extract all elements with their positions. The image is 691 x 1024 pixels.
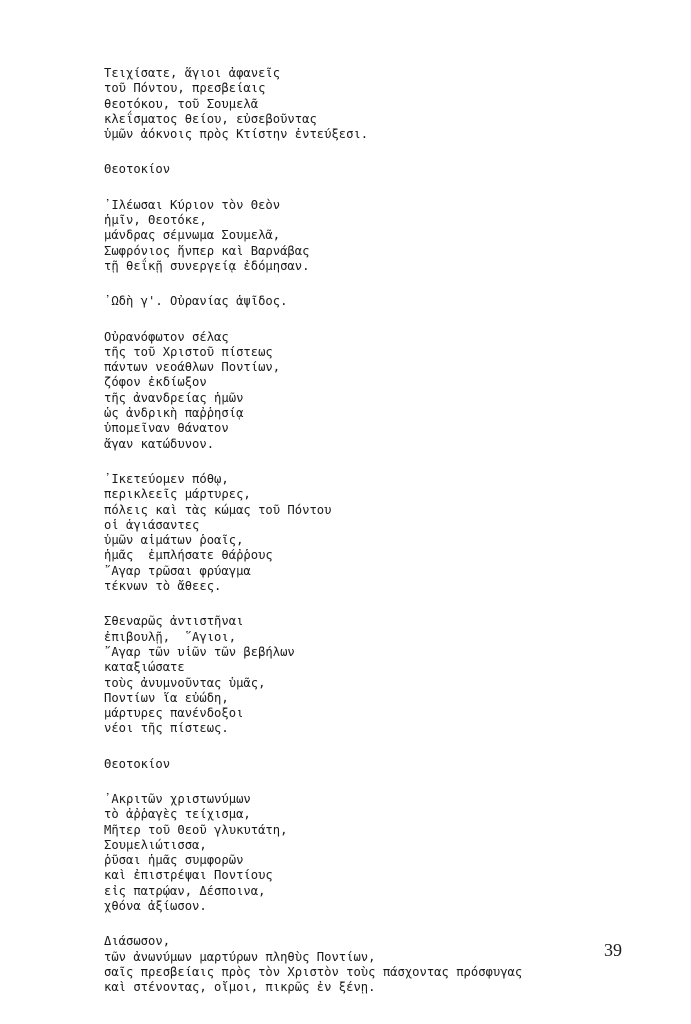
section-heading: [104, 294, 664, 309]
text-line: ῥῦσαι ἡμᾶς συμφορῶν: [104, 853, 244, 868]
text-line: κλεΐσματος θείου, εὐσεβοῦντας: [104, 111, 317, 126]
text-line: τῆς τοῦ Χριστοῦ πίστεως: [104, 344, 273, 359]
text-line: τοὺς ἀνυμνοῦντας ὑμᾶς,: [104, 675, 266, 690]
text-line: καὶ στένοντας, οἴμοι, πικρῶς ἐν ξένῃ.: [104, 980, 376, 995]
text-line: ῎Αγαρ τρῶσαι φρύαγμα: [104, 563, 251, 578]
text-line: ῎Αγαρ τῶν υἱῶν τῶν βεβήλων: [104, 644, 295, 659]
text-line: ὑπομεῖναν θάνατον: [104, 421, 229, 436]
text-line: νέοι τῆς πίστεως.: [104, 721, 229, 736]
text-line: μάρτυρες πανένδοξοι: [104, 706, 244, 721]
text-line: Σουμελιώτισσα,: [104, 837, 207, 852]
text-line: χθόνα ἀξίωσον.: [104, 899, 207, 914]
text-line: τῶν ἀνωνύμων μαρτύρων πληθὺς Ποντίων,: [104, 949, 376, 964]
text-line: ἡμᾶς ἐμπλήσατε θάῤῥους: [104, 548, 273, 563]
text-line: μάνδρας σέμνωμα Σουμελᾶ,: [104, 228, 281, 243]
text-line: ὡς ἀνδρικὴ παῤῥησίᾳ: [104, 406, 244, 421]
text-line: ὑμῶν ἀόκνοις πρὸς Κτίστην ἐντεύξεσι.: [104, 127, 369, 142]
text-line: Ποντίων ἵα εὐώδη,: [104, 690, 229, 705]
section-heading: [104, 162, 664, 177]
page-number: 39: [604, 940, 622, 960]
text-line: τῇ θεΐκῇ συνεργείᾳ ἐδόμησαν.: [104, 258, 310, 273]
text-line: περικλεεῖς μάρτυρες,: [104, 487, 251, 502]
text-line: πάντων νεοάθλων Ποντίων,: [104, 360, 281, 375]
text-line: οἱ ἁγιάσαντες: [104, 517, 200, 532]
text-line: σαῖς πρεσβείαις πρὸς τὸν Χριστὸν τοὺς πάσχοντας πρόσφυγας: [104, 964, 523, 979]
stanza: [104, 66, 664, 142]
heading-text: ᾿Ωδὴ γ'. Οὐρανίας ἁψῖδος.: [104, 294, 288, 309]
text-line: τὸ ἀῤῥαγὲς τείχισμα,: [104, 807, 251, 822]
text-line: ἡμῖν, Θεοτόκε,: [104, 213, 207, 228]
stanza: [104, 330, 664, 452]
text-line: Σθεναρῶς ἀντιστῆναι: [104, 614, 244, 629]
stanza: [104, 934, 664, 995]
text-line: πόλεις καὶ τὰς κώμας τοῦ Πόντου: [104, 502, 332, 517]
text-line: ᾿Ικετεύομεν πόθῳ,: [104, 471, 229, 486]
stanza: [104, 198, 664, 274]
text-line: ὑμῶν αἱμάτων ῥοαῖς,: [104, 533, 244, 548]
text-line: Τειχίσατε, ἅγιοι ἀφανεῖς: [104, 66, 281, 80]
text-line: τέκνων τὸ ἄθεες.: [104, 579, 222, 594]
text-line: ᾿Ιλέωσαι Κύριον τὸν Θεὸν: [104, 197, 281, 212]
stanza: [104, 792, 664, 914]
text-line: ἐπιβουλῇ, ῞Αγιοι,: [104, 629, 237, 644]
text-line: τῆς ἀνανδρείας ἡμῶν: [104, 390, 244, 405]
text-line: τοῦ Πόντου, πρεσβείαις: [104, 81, 266, 96]
text-line: καὶ ἐπιστρέψαι Ποντίους: [104, 868, 273, 883]
text-line: ζόφον ἐκδίωξον: [104, 375, 207, 390]
stanza: [104, 614, 664, 736]
heading-text: Θεοτοκίον: [104, 756, 171, 771]
section-heading: [104, 757, 664, 772]
text-line: ἄγαν κατώδυνον.: [104, 436, 215, 451]
text-line: εἰς πατρῴαν, Δέσποινα,: [104, 883, 266, 898]
stanza: [104, 472, 664, 594]
text-line: Μῆτερ τοῦ Θεοῦ γλυκυτάτη,: [104, 822, 288, 837]
page-content: [104, 66, 664, 1016]
text-line: Διάσωσον,: [104, 934, 171, 949]
text-line: Οὐρανόφωτον σέλας: [104, 329, 229, 344]
text-line: καταξιώσατε: [104, 660, 185, 675]
text-line: Σωφρόνιος ἥνπερ καὶ Βαρνάβας: [104, 243, 310, 258]
text-line: ᾿Ακριτῶν χριστωνύμων: [104, 791, 251, 806]
heading-text: Θεοτοκίον: [104, 162, 171, 177]
text-line: θεοτόκου, τοῦ Σουμελᾶ: [104, 96, 259, 111]
